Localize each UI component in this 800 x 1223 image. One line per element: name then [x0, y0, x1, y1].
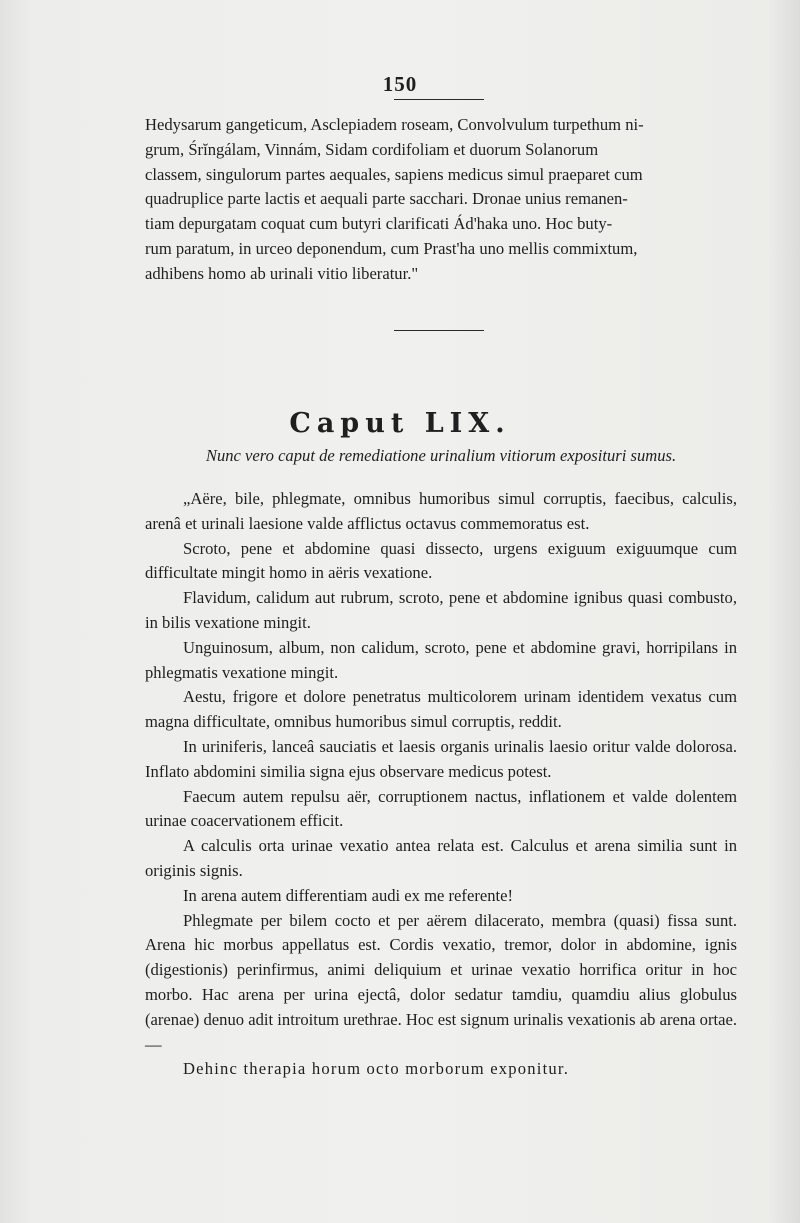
closing-line: Dehinc therapia horum octo morborum exponitur.	[183, 1059, 570, 1079]
paragraph: Scroto, pene et abdomine quasi dissecto, urgens exiguum exiguumque cum difficultate mingit homo in aëris vexatione.	[145, 538, 737, 583]
paragraph: In arena autem differentiam audi ex me referente!	[183, 885, 514, 905]
paragraph: Phlegmate per bilem cocto et per aërem dilacerato, membra (quasi) fissa sunt. Arena hic morbus appellatus est. Cordis vexatio, tremor, dolor in abdomine, ignis (digestionis) perinfirmus, animi deliquium et urinae vexatio horrifica oritur in hoc morbo. Hac arena per urina ejectâ, dolor sedatur tamdiu, quamdiu alius globulus (arenae) denuo adit introitum urethrae. Hoc est signum urinalis vexationis ab arena ortae. —	[145, 910, 737, 1054]
paragraph: Faecum autem repulsu aër, corruptionem nactus, inflationem et valde dolentem urinae coacervationem efficit.	[145, 786, 737, 831]
intro-text	[145, 113, 737, 287]
header-rule	[394, 99, 484, 100]
paragraph: Aestu, frigore et dolore penetratus multicolorem urinam identidem vexatus cum magna difficultate, omnibus humoribus simul corruptis, reddit.	[145, 687, 737, 732]
intro-line: Hedysarum gangeticum, Asclepiadem roseam, Convolvulum turpethum ni-	[145, 115, 644, 134]
section-divider	[394, 330, 484, 331]
chapter-title: Caput LIX.	[289, 408, 511, 439]
page-number: 150	[382, 72, 418, 96]
paragraph: Flavidum, calidum aut rubrum, scroto, pene et abdomine ignibus quasi combusto, in bilis vexatione mingit.	[145, 588, 737, 632]
chapter-body	[145, 487, 737, 1082]
intro-line: classem, singulorum partes aequales, sapiens medicus simul praeparet cum	[145, 164, 643, 184]
chapter-subtitle: Nunc vero caput de remediatione urinalium vitiorum exposituri sumus.	[205, 446, 677, 465]
intro-line: tiam depurgatam coquat cum butyri clarificati Ád'haka uno. Hoc buty-	[145, 214, 613, 234]
intro-line: quadruplice parte lactis et aequali parte sacchari. Dronae unius remanen-	[145, 189, 628, 209]
paragraph: „Aëre, bile, phlegmate, omnibus humoribus simul corruptis, faecibus, calculis, arenâ et urinali laesione valde afflictus octavus commemoratus est.	[145, 489, 737, 533]
paragraph: In uriniferis, lanceâ sauciatis et laesis organis urinalis laesio oritur valde dolorosa. Inflato abdomini similia signa ejus observare medicus potest.	[145, 736, 737, 781]
intro-line: rum paratum, in urceo deponendum, cum Prast'ha uno mellis commixtum,	[145, 238, 638, 258]
paragraph: Unguinosum, album, non calidum, scroto, pene et abdomine gravi, horripilans in phlegmatis vexatione mingit.	[145, 637, 737, 682]
intro-line: grum, Śrĭngálam, Vinnám, Sidam cordifoliam et duorum Solanorum	[145, 139, 599, 159]
intro-line: adhibens homo ab urinali vitio liberatur."	[145, 263, 419, 283]
paragraph: A calculis orta urinae vexatio antea relata est. Calculus et arena similia sunt in originis signis.	[145, 836, 737, 880]
